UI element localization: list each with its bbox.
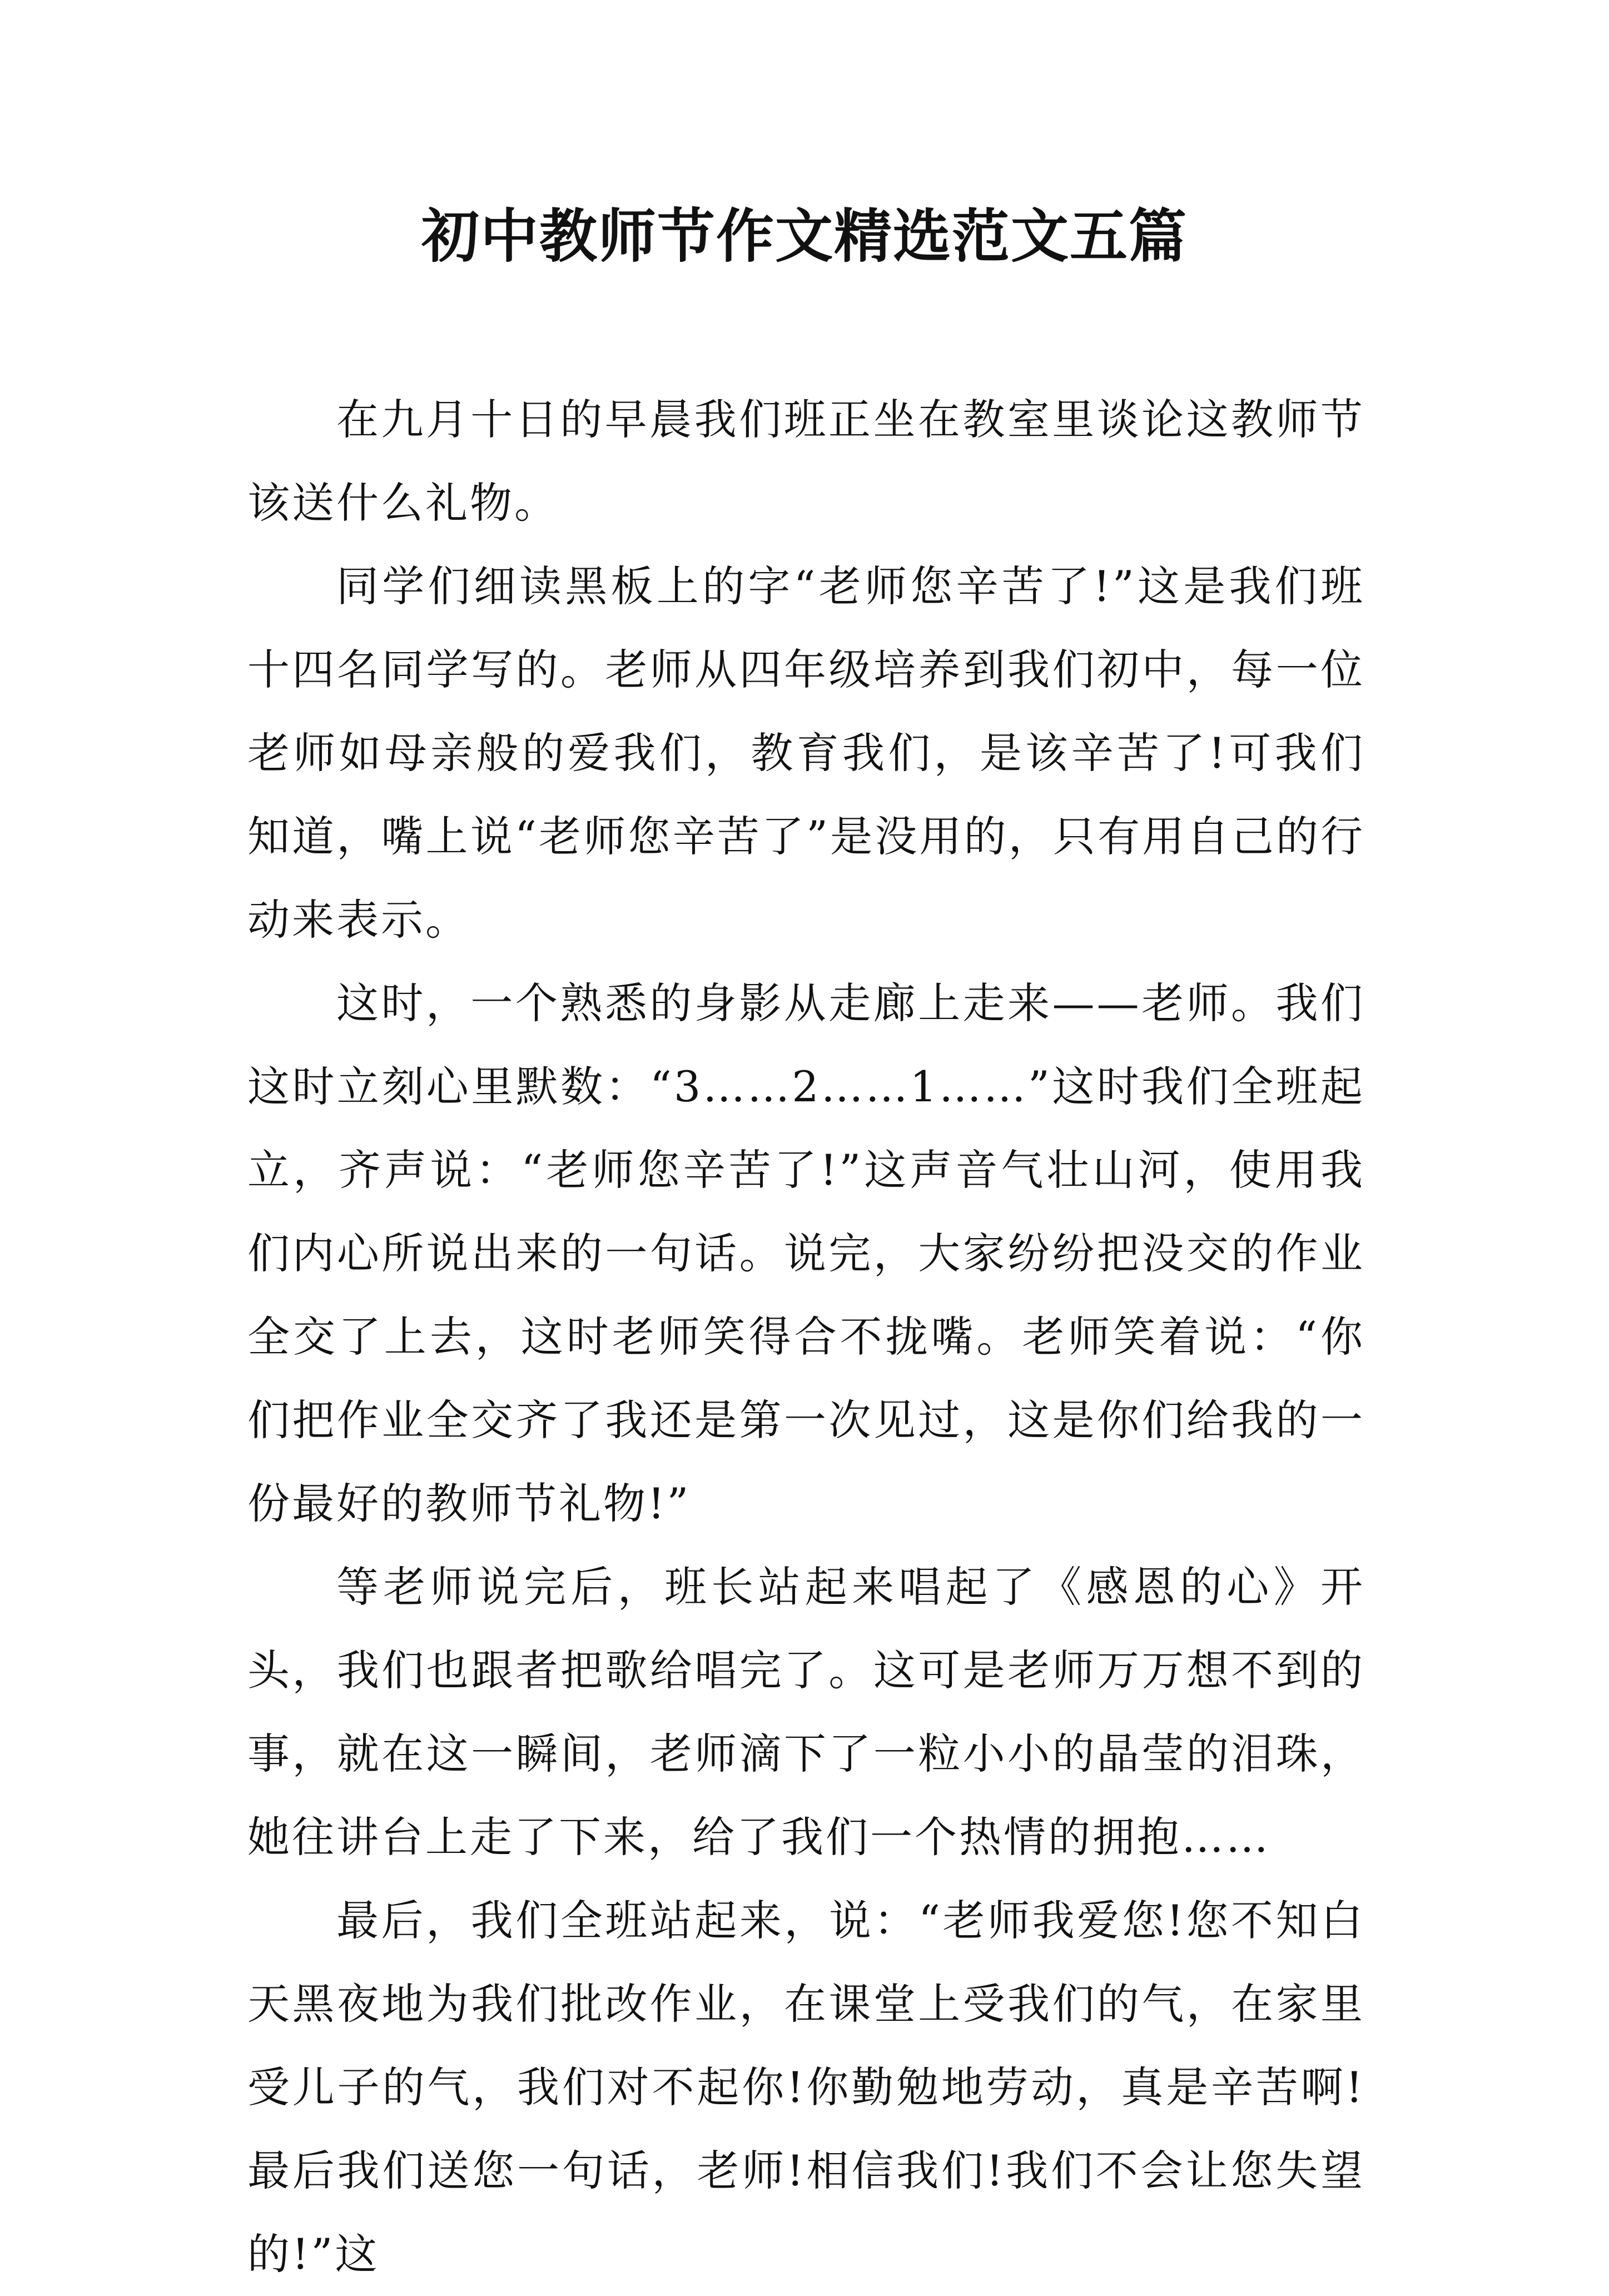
paragraph-5: 最后，我们全班站起来，说：“老师我爱您!您不知白天黑夜地为我们批改作业，在课堂上受我们的气，在家里受儿子的气，我们对不起你!你勤勉地劳动，真是辛苦啊!最后我们送您一句话，老师!相信我们!我们不会让您失望的!”这 [247,1896,1365,2279]
paragraph-3: 这时，一个熟悉的身影从走廊上走来——老师。我们这时立刻心里默数：“3……2……1……”这时我们全班起立，齐声说：“老师您辛苦了!”这声音气壮山河，使用我们内心所说出来的一句话。说完，大家纷纷把没交的作业全交了上去，这时老师笑得合不拢嘴。老师笑着说：“你们把作业全交齐了我还是第一次见过，这是你们给我的一份最好的教师节礼物!” [247,978,1365,1528]
paragraph-2: 同学们细读黑板上的字“老师您辛苦了!”这是我们班十四名同学写的。老师从四年级培养到我们初中，每一位老师如母亲般的爱我们，教育我们，是该辛苦了!可我们知道，嘴上说“老师您辛苦了”是没用的，只有用自己的行动来表示。 [247,561,1365,945]
paragraph-1: 在九月十日的早晨我们班正坐在教室里谈论这教师节该送什么礼物。 [247,395,1365,528]
paragraph-4: 等老师说完后，班长站起来唱起了《感恩的心》开头，我们也跟者把歌给唱完了。这可是老师万万想不到的事，就在这一瞬间，老师滴下了一粒小小的晶莹的泪珠，她往讲台上走了下来，给了我们一个热情的拥抱…… [247,1562,1365,1862]
document-body [247,378,1365,2296]
document-title: 初中教师节作文精选范文五篇 [421,202,1188,270]
